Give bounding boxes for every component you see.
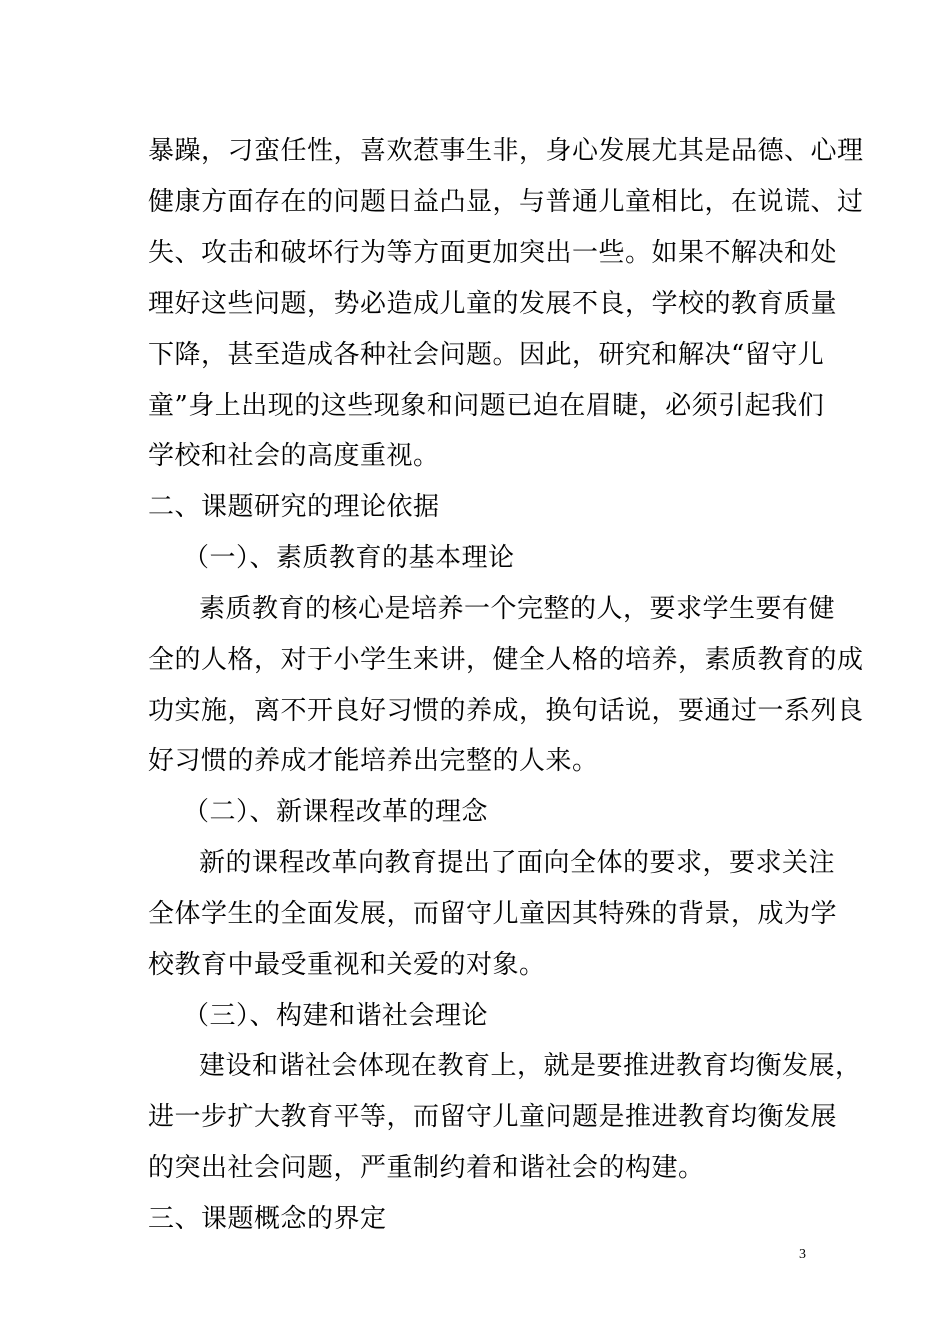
paragraph-line: 全体学生的全面发展，而留守儿童因其特殊的背景，成为学 [148,899,838,929]
subsection-heading: （二）、新课程改革的理念 [183,797,489,827]
paragraph-line: 童”身上出现的这些现象和问题已迫在眉睫，必须引起我们 [148,391,825,421]
paragraph-line: 暴躁，刁蛮任性，喜欢惹事生非，身心发展尤其是品德、心理 [148,136,864,166]
paragraph-line: 新的课程改革向教育提出了面向全体的要求，要求关注 [199,848,836,878]
subsection-heading: （三）、构建和谐社会理论 [183,1001,489,1031]
section-heading: 三、课题概念的界定 [148,1204,387,1234]
subsection-heading: （一）、素质教育的基本理论 [183,543,515,573]
paragraph-line: 进一步扩大教育平等，而留守儿童问题是推进教育均衡发展 [148,1102,838,1132]
page-number: 3 [799,1247,806,1262]
paragraph-line: 校教育中最受重视和关爱的对象。 [148,950,546,980]
paragraph-line: 学校和社会的高度重视。 [148,441,440,471]
paragraph-line: 理好这些问题，势必造成儿童的发展不良，学校的教育质量 [148,289,838,319]
paragraph-line: 功实施，离不开良好习惯的养成，换句话说，要通过一系列良 [148,696,864,726]
paragraph-line: 建设和谐社会体现在教育上，就是要推进教育均衡发展， [199,1051,862,1081]
paragraph-line: 下降，甚至造成各种社会问题。因此，研究和解决“留守儿 [148,340,825,370]
section-heading: 二、课题研究的理论依据 [148,492,440,522]
paragraph-line: 的突出社会问题，严重制约着和谐社会的构建。 [148,1153,705,1183]
paragraph-line: 全的人格，对于小学生来讲，健全人格的培养，素质教育的成 [148,645,864,675]
paragraph-line: 失、攻击和破坏行为等方面更加突出一些。如果不解决和处 [148,238,838,268]
paragraph-line: 好习惯的养成才能培养出完整的人来。 [148,746,599,776]
paragraph-line: 健康方面存在的问题日益凸显，与普通儿童相比，在说谎、过 [148,187,864,217]
paragraph-line: 素质教育的核心是培养一个完整的人，要求学生要有健 [199,594,836,624]
